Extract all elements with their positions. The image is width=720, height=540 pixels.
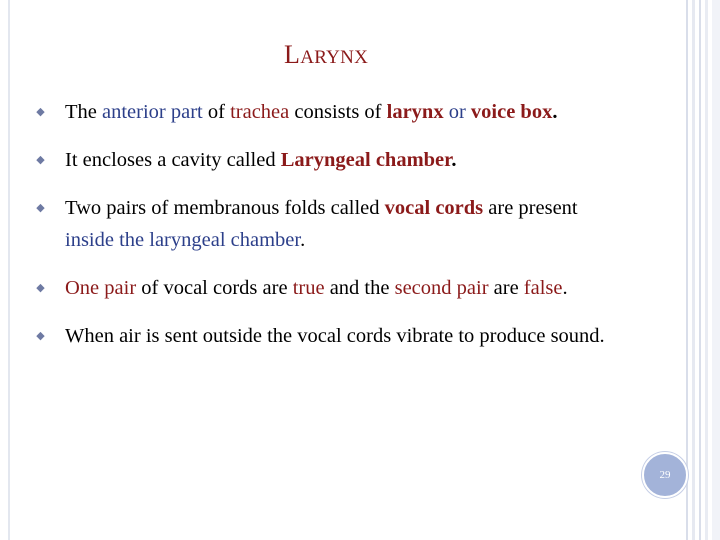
- bullet-item: [34, 192, 614, 256]
- text-run: .: [552, 101, 558, 123]
- text-run: .: [562, 277, 568, 299]
- bullet-list: [34, 96, 614, 352]
- text-run: inside the laryngeal chamber: [65, 229, 301, 251]
- diamond-bullet-icon: ◆: [36, 201, 45, 214]
- decor-bar: [686, 0, 688, 540]
- text-run: .: [451, 149, 457, 171]
- text-run: One pair: [65, 277, 137, 299]
- page-number-badge: 29: [642, 452, 688, 498]
- diamond-bullet-icon: ◆: [36, 105, 45, 118]
- text-run: larynx: [386, 101, 444, 123]
- text-run: It encloses a cavity called: [65, 149, 281, 171]
- bullet-item: [34, 272, 614, 304]
- text-run: are: [488, 277, 524, 299]
- text-run: vocal cords: [384, 197, 484, 219]
- title-rest: ARYNX: [300, 47, 369, 68]
- text-run: are present: [483, 197, 578, 219]
- left-border-line: [8, 0, 10, 540]
- text-run: consists of: [289, 101, 387, 123]
- bullet-text: [65, 320, 614, 352]
- decor-bar: [699, 0, 701, 540]
- diamond-bullet-icon: ◆: [36, 281, 45, 294]
- text-run: second pair: [394, 277, 489, 299]
- text-run: or: [443, 101, 471, 123]
- text-run: of: [202, 101, 231, 123]
- bullet-text: [65, 96, 614, 128]
- text-run: and the: [324, 277, 395, 299]
- text-run: voice box: [470, 101, 553, 123]
- text-run: Two pairs of membranous folds called: [65, 197, 385, 219]
- text-run: Laryngeal chamber: [280, 149, 452, 171]
- text-run: false: [523, 277, 563, 299]
- decor-bar: [692, 0, 695, 540]
- bullet-text: [65, 272, 614, 304]
- bullet-item: [34, 144, 614, 176]
- text-run: When air is sent outside the vocal cords vibrate to produce sound.: [65, 325, 605, 347]
- diamond-bullet-icon: ◆: [36, 153, 45, 166]
- diamond-bullet-icon: ◆: [36, 329, 45, 342]
- text-run: .: [300, 229, 306, 251]
- text-run: anterior part: [102, 101, 203, 123]
- text-run: true: [292, 277, 325, 299]
- decor-bar: [705, 0, 708, 540]
- bullet-text: [65, 192, 614, 256]
- title-initial: L: [284, 40, 301, 69]
- bullet-item: [34, 96, 614, 128]
- text-run: of vocal cords are: [136, 277, 293, 299]
- decor-bar: [712, 0, 720, 540]
- bullet-item: [34, 320, 614, 352]
- text-run: trachea: [230, 101, 290, 123]
- text-run: The: [65, 101, 102, 123]
- slide-title: [284, 40, 368, 73]
- bullet-text: [65, 144, 614, 176]
- right-decorative-bars: [686, 0, 720, 540]
